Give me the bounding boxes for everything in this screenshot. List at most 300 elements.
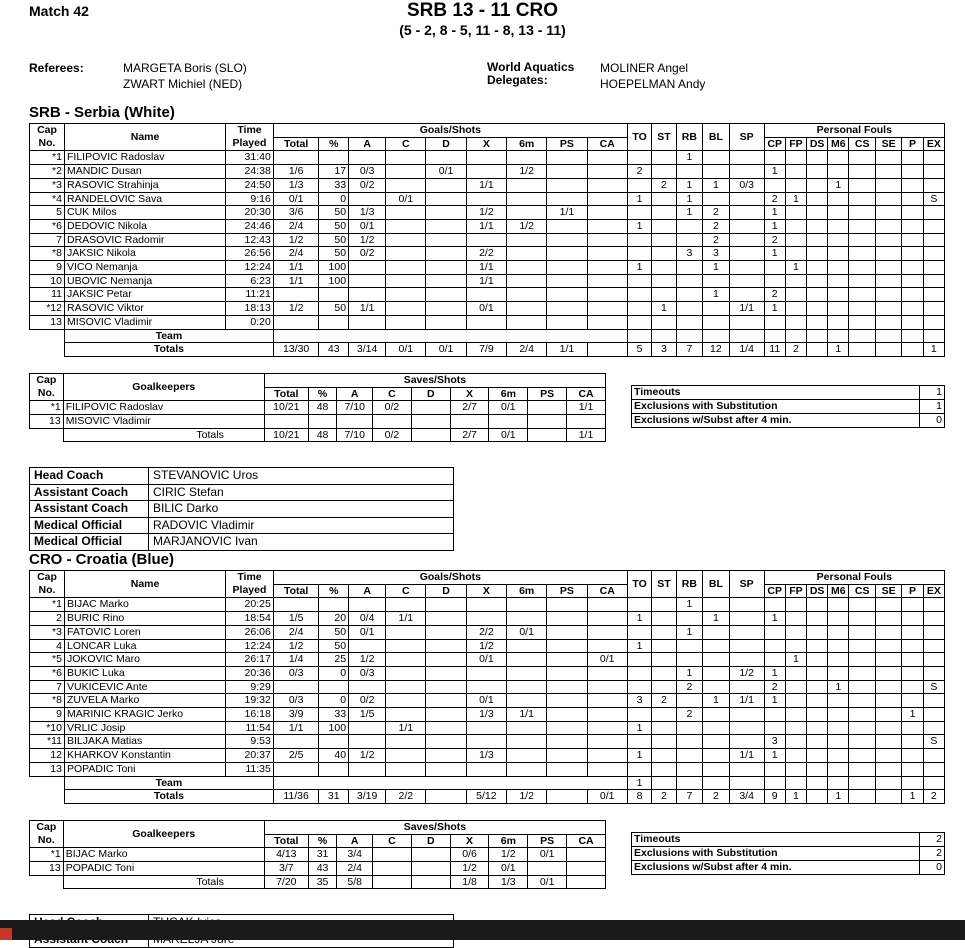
column-header: C: [386, 584, 426, 598]
table-cell: [349, 639, 386, 653]
table-cell: [587, 192, 627, 206]
table-cell: [676, 762, 703, 776]
table-cell: [703, 192, 730, 206]
column-header: Total: [273, 584, 319, 598]
table-cell: [828, 233, 849, 247]
table-cell: 100: [319, 721, 349, 735]
table-cell: [426, 666, 466, 680]
table-cell: [587, 151, 627, 165]
table-cell: [923, 653, 944, 667]
column-header: SP: [729, 571, 764, 598]
table-cell: MANDIC Dusan: [64, 165, 225, 179]
table-cell: [807, 302, 828, 316]
table-cell: [547, 749, 587, 763]
table-cell: 1/2: [349, 233, 386, 247]
table-cell: 33: [319, 178, 349, 192]
table-cell: [828, 151, 849, 165]
table-cell: [729, 329, 764, 343]
team-label: Team: [64, 329, 273, 343]
table-cell: [875, 192, 902, 206]
column-header: Goalkeepers: [63, 373, 264, 400]
table-cell: [807, 247, 828, 261]
column-header: BL: [703, 124, 730, 151]
table-cell: *5: [30, 653, 65, 667]
table-cell: 3: [652, 343, 676, 357]
table-cell: [386, 274, 426, 288]
player-row: [30, 598, 945, 612]
table-cell: 1: [627, 612, 651, 626]
table-cell: JOKOVIC Maro: [64, 653, 225, 667]
table-cell: 2: [764, 192, 785, 206]
table-cell: 26:56: [226, 247, 274, 261]
table-cell: [426, 247, 466, 261]
table-cell: [923, 625, 944, 639]
table-cell: 0/2: [349, 178, 386, 192]
table-cell: [426, 639, 466, 653]
table-cell: [386, 151, 426, 165]
header-row: [30, 571, 945, 585]
table-cell: 0/2: [349, 694, 386, 708]
table-cell: *3: [30, 178, 65, 192]
table-cell: [386, 302, 426, 316]
table-cell: [386, 680, 426, 694]
table-cell: [386, 247, 426, 261]
table-cell: 3: [627, 694, 651, 708]
table-cell: [386, 735, 426, 749]
table-cell: VRLIC Josip: [64, 721, 225, 735]
table-cell: 0/1: [528, 848, 567, 862]
column-header: %: [308, 387, 337, 401]
table-cell: [849, 247, 876, 261]
table-cell: [729, 151, 764, 165]
table-cell: [849, 680, 876, 694]
table-cell: [319, 735, 349, 749]
table-cell: [785, 288, 806, 302]
table-cell: 18:13: [226, 302, 274, 316]
table-cell: [587, 708, 627, 722]
table-cell: [466, 680, 506, 694]
table-cell: [902, 598, 923, 612]
table-cell: 12:24: [226, 639, 274, 653]
table-cell: [547, 666, 587, 680]
table-cell: [764, 261, 785, 275]
summary-table: [631, 832, 945, 875]
table-cell: 1: [652, 302, 676, 316]
table-cell: [729, 708, 764, 722]
table-cell: [807, 666, 828, 680]
table-cell: [785, 247, 806, 261]
table-cell: [875, 261, 902, 275]
table-cell: 1/1: [466, 261, 506, 275]
table-cell: [849, 302, 876, 316]
column-header: Personal Fouls: [764, 124, 944, 138]
table-cell: [676, 694, 703, 708]
table-cell: [729, 625, 764, 639]
table-cell: [875, 329, 902, 343]
table-cell: [785, 735, 806, 749]
table-cell: 2/7: [450, 428, 489, 442]
table-cell: 7: [30, 233, 65, 247]
table-cell: [923, 776, 944, 790]
goalkeeper-row: [30, 862, 606, 876]
column-header: Time: [226, 571, 274, 585]
table-cell: [627, 653, 651, 667]
table-cell: [627, 151, 651, 165]
table-cell: [729, 612, 764, 626]
table-cell: [785, 274, 806, 288]
table-cell: 1/2: [273, 233, 319, 247]
table-cell: 3: [676, 247, 703, 261]
table-cell: [849, 653, 876, 667]
column-header: CA: [587, 137, 627, 151]
official-row: [30, 534, 454, 551]
column-header: FP: [785, 584, 806, 598]
table-cell: 50: [319, 247, 349, 261]
table-cell: [875, 666, 902, 680]
table-cell: 2: [703, 233, 730, 247]
table-cell: [450, 415, 489, 429]
table-cell: 8: [627, 790, 651, 804]
table-cell: [807, 274, 828, 288]
table-cell: [507, 302, 547, 316]
table-cell: Timeouts: [632, 385, 920, 399]
table-cell: S: [923, 680, 944, 694]
table-cell: 6:23: [226, 274, 274, 288]
table-cell: [466, 165, 506, 179]
table-cell: 31: [308, 848, 337, 862]
column-header: P: [902, 584, 923, 598]
table-cell: [528, 428, 567, 442]
table-cell: [849, 749, 876, 763]
table-cell: 1/2: [349, 653, 386, 667]
table-cell: 1: [627, 776, 651, 790]
table-cell: [807, 165, 828, 179]
table-cell: [426, 680, 466, 694]
table-cell: [764, 274, 785, 288]
table-cell: [828, 206, 849, 220]
table-cell: Exclusions w/Subst after 4 min.: [632, 413, 920, 427]
table-cell: [547, 315, 587, 329]
table-cell: BIJAC Marko: [64, 598, 225, 612]
table-cell: [764, 776, 785, 790]
column-header: D: [426, 584, 466, 598]
table-cell: [849, 721, 876, 735]
table-cell: [587, 315, 627, 329]
column-header: CP: [764, 137, 785, 151]
table-cell: [411, 848, 450, 862]
table-cell: 1/3: [466, 708, 506, 722]
table-cell: [875, 708, 902, 722]
table-cell: 0/3: [349, 165, 386, 179]
table-cell: [849, 219, 876, 233]
table-cell: [319, 680, 349, 694]
table-cell: [507, 598, 547, 612]
table-cell: [729, 776, 764, 790]
table-cell: [587, 302, 627, 316]
table-cell: 0/1: [273, 192, 319, 206]
table-cell: [627, 666, 651, 680]
table-cell: [849, 315, 876, 329]
column-header: Goals/Shots: [273, 571, 627, 585]
table-cell: [875, 151, 902, 165]
header-row: [30, 124, 945, 138]
table-cell: 1: [703, 288, 730, 302]
table-cell: [923, 274, 944, 288]
table-cell: VUKICEVIC Ante: [64, 680, 225, 694]
column-header: P: [902, 137, 923, 151]
table-cell: *1: [30, 401, 64, 415]
table-cell: [807, 329, 828, 343]
table-cell: 9: [30, 708, 65, 722]
table-cell: [386, 708, 426, 722]
table-cell: 13/30: [273, 343, 319, 357]
table-cell: 1/3: [273, 178, 319, 192]
table-cell: [676, 721, 703, 735]
table-cell: [703, 598, 730, 612]
summary-row: [632, 860, 945, 874]
table-cell: 0/1: [386, 192, 426, 206]
table-cell: 9:16: [226, 192, 274, 206]
table-cell: [764, 762, 785, 776]
table-cell: [807, 315, 828, 329]
table-cell: [849, 192, 876, 206]
table-cell: [319, 151, 349, 165]
table-cell: 1: [785, 261, 806, 275]
table-cell: [547, 721, 587, 735]
player-row: [30, 165, 945, 179]
table-cell: [729, 315, 764, 329]
player-row: [30, 151, 945, 165]
table-cell: 5: [30, 206, 65, 220]
table-cell: 2: [652, 178, 676, 192]
table-cell: 48: [308, 401, 337, 415]
table-cell: [587, 598, 627, 612]
table-cell: [703, 749, 730, 763]
player-row: [30, 708, 945, 722]
table-cell: 0/1: [466, 302, 506, 316]
table-cell: 1: [676, 625, 703, 639]
table-cell: [652, 288, 676, 302]
table-cell: [587, 261, 627, 275]
table-cell: 1/2: [507, 165, 547, 179]
table-cell: [785, 625, 806, 639]
column-header: CS: [849, 584, 876, 598]
table-cell: 1: [627, 192, 651, 206]
column-header: Saves/Shots: [264, 820, 605, 834]
column-header: %: [319, 584, 349, 598]
table-cell: [875, 178, 902, 192]
table-cell: 1: [764, 749, 785, 763]
table-cell: [729, 680, 764, 694]
table-cell: [807, 261, 828, 275]
table-cell: [902, 165, 923, 179]
table-cell: [587, 343, 627, 357]
table-cell: [528, 401, 567, 415]
table-cell: [587, 288, 627, 302]
header-row: [30, 820, 606, 834]
table-cell: [676, 653, 703, 667]
table-cell: 5/8: [337, 875, 373, 889]
column-header: CA: [567, 387, 606, 401]
team-row: [30, 776, 945, 790]
table-cell: 0/1: [426, 165, 466, 179]
table-cell: [729, 598, 764, 612]
table-cell: 26:06: [226, 625, 274, 639]
table-cell: Exclusions with Substitution: [632, 846, 920, 860]
table-cell: [902, 192, 923, 206]
table-cell: [849, 288, 876, 302]
table-cell: [807, 790, 828, 804]
table-cell: [828, 694, 849, 708]
table-cell: [507, 233, 547, 247]
team-title: CRO - Croatia (Blue): [29, 551, 175, 568]
summary-row: [632, 385, 945, 399]
table-cell: 1/2: [729, 666, 764, 680]
table-cell: CIRIC Stefan: [149, 484, 454, 501]
table-cell: [507, 694, 547, 708]
table-cell: [507, 178, 547, 192]
table-cell: [902, 639, 923, 653]
table-cell: [652, 261, 676, 275]
table-cell: [828, 735, 849, 749]
column-header: RB: [676, 571, 703, 598]
table-cell: 0/1: [587, 790, 627, 804]
table-cell: [507, 247, 547, 261]
player-row: [30, 233, 945, 247]
table-cell: [902, 694, 923, 708]
table-cell: [547, 219, 587, 233]
table-cell: [652, 612, 676, 626]
table-cell: [466, 288, 506, 302]
table-cell: 2: [676, 708, 703, 722]
table-cell: [627, 680, 651, 694]
table-cell: [807, 735, 828, 749]
table-cell: [652, 233, 676, 247]
team-label: Team: [64, 776, 273, 790]
column-header: D: [411, 834, 450, 848]
table-cell: [652, 639, 676, 653]
table-cell: [828, 721, 849, 735]
column-header: PS: [547, 584, 587, 598]
table-cell: [923, 762, 944, 776]
table-cell: [426, 694, 466, 708]
table-cell: MARJANOVIC Ivan: [149, 534, 454, 551]
table-cell: CUK Milos: [64, 206, 225, 220]
table-cell: [547, 165, 587, 179]
column-header: Personal Fouls: [764, 571, 944, 585]
table-cell: 1: [627, 219, 651, 233]
table-cell: [426, 612, 466, 626]
table-cell: [627, 274, 651, 288]
table-cell: 10/21: [264, 401, 308, 415]
table-cell: [875, 680, 902, 694]
table-cell: 1/1: [507, 708, 547, 722]
table-cell: [923, 247, 944, 261]
table-cell: STEVANOVIC Uros: [149, 468, 454, 485]
table-cell: [764, 653, 785, 667]
table-cell: [849, 735, 876, 749]
table-cell: [426, 206, 466, 220]
table-cell: 50: [319, 206, 349, 220]
table-cell: [676, 315, 703, 329]
table-cell: [703, 329, 730, 343]
column-header: TO: [627, 124, 651, 151]
table-cell: 31:40: [226, 151, 274, 165]
table-cell: 24:38: [226, 165, 274, 179]
table-cell: [627, 302, 651, 316]
table-cell: [627, 178, 651, 192]
table-cell: [411, 875, 450, 889]
player-row: [30, 178, 945, 192]
column-header: 6m: [507, 137, 547, 151]
table-cell: [729, 165, 764, 179]
table-cell: 100: [319, 274, 349, 288]
column-header: CA: [587, 584, 627, 598]
table-cell: BILJAKA Matias: [64, 735, 225, 749]
table-cell: [729, 206, 764, 220]
table-cell: 2: [923, 790, 944, 804]
table-cell: [923, 749, 944, 763]
column-header: Total: [264, 834, 308, 848]
referee-2: ZWART Michiel (NED): [123, 77, 243, 91]
table-cell: [807, 762, 828, 776]
table-cell: [875, 274, 902, 288]
table-cell: [507, 666, 547, 680]
table-cell: 1: [676, 192, 703, 206]
table-cell: [547, 178, 587, 192]
table-cell: 1/1: [273, 721, 319, 735]
table-cell: 1/1: [349, 302, 386, 316]
official-row: [30, 501, 454, 518]
table-cell: [923, 315, 944, 329]
table-cell: [652, 315, 676, 329]
table-cell: 2: [785, 343, 806, 357]
table-cell: [466, 666, 506, 680]
table-cell: [764, 721, 785, 735]
table-cell: [426, 178, 466, 192]
player-row: [30, 666, 945, 680]
table-cell: 0/1: [528, 875, 567, 889]
table-cell: Medical Official: [30, 534, 149, 551]
table-cell: BUKIC Luka: [64, 666, 225, 680]
table-cell: [547, 680, 587, 694]
table-cell: *6: [30, 219, 65, 233]
table-cell: [764, 178, 785, 192]
table-cell: [507, 762, 547, 776]
table-cell: 20:30: [226, 206, 274, 220]
table-cell: VICO Nemanja: [64, 261, 225, 275]
table-cell: [411, 415, 450, 429]
table-cell: [923, 151, 944, 165]
summary-row: [632, 832, 945, 846]
table-cell: [807, 708, 828, 722]
table-cell: [426, 315, 466, 329]
table-cell: [902, 776, 923, 790]
footer-bar: [0, 920, 965, 940]
table-cell: 18:54: [226, 612, 274, 626]
table-cell: 1/3: [466, 749, 506, 763]
table-cell: [902, 178, 923, 192]
table-cell: *8: [30, 694, 65, 708]
table-cell: [875, 247, 902, 261]
table-cell: 1: [627, 639, 651, 653]
column-header: EX: [923, 584, 944, 598]
table-cell: [547, 288, 587, 302]
table-cell: [349, 735, 386, 749]
table-cell: [426, 288, 466, 302]
column-header: 6m: [489, 834, 528, 848]
table-cell: 24:50: [226, 178, 274, 192]
